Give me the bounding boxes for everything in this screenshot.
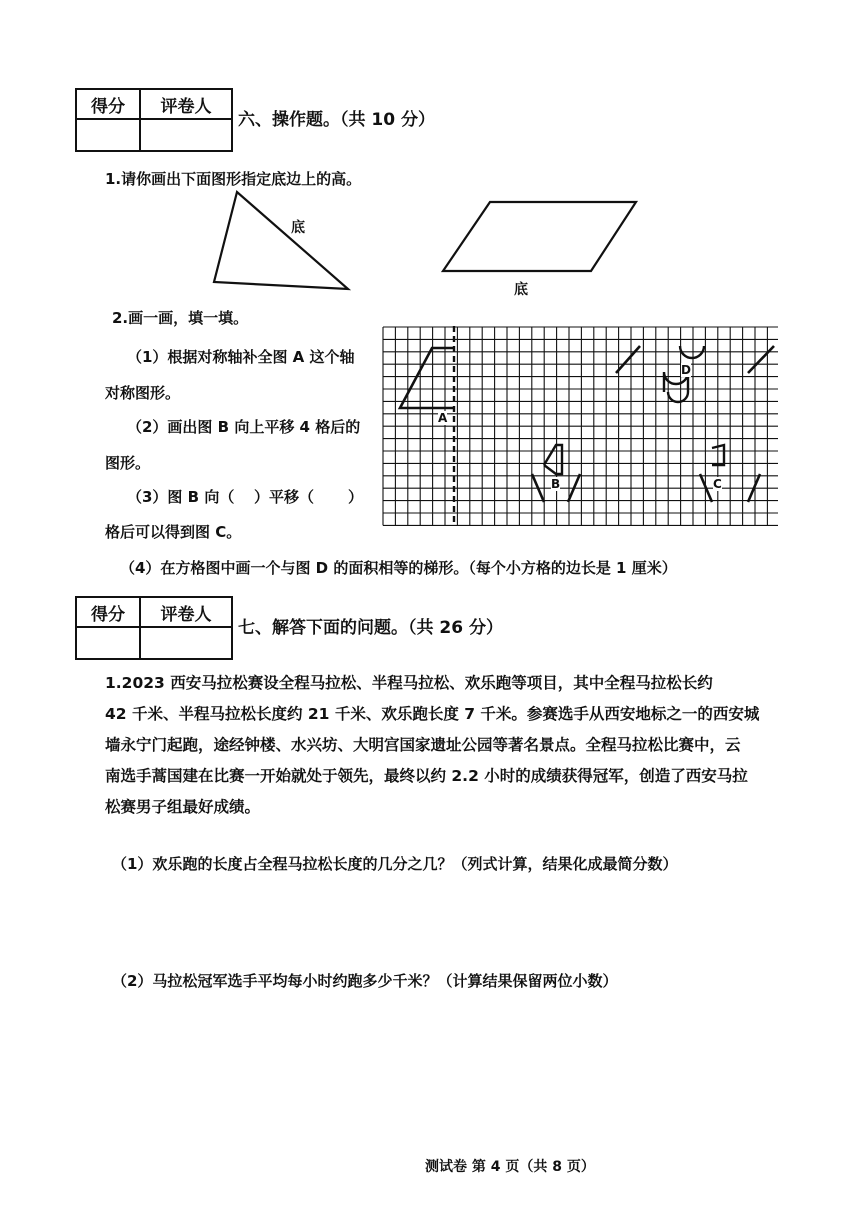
grid-label-d: D (681, 363, 691, 377)
q2-part2-line1: （2）画出图 B 向上平移 4 格后的 (127, 418, 361, 436)
score-cell[interactable] (76, 119, 140, 151)
q2-part3-suffix: ） (348, 488, 364, 506)
parallelogram-figure[interactable] (443, 202, 636, 271)
section7-sub2: （2）马拉松冠军选手平均每小时约跑多少千米？（计算结果保留两位小数） (112, 972, 618, 990)
grader-cell[interactable] (140, 119, 232, 151)
q2-part3-prefix: （3）图 B 向（ (127, 488, 235, 506)
score-header: 得分 (76, 597, 140, 627)
paragraph-line: 南选手蒿国建在比赛一开始就处于领先，最终以约 2.2 小时的成绩获得冠军，创造了西安马拉 (105, 767, 748, 785)
q2-part3-line2: 格后可以得到图 C。 (105, 523, 242, 541)
grader-cell[interactable] (140, 627, 232, 659)
score-table-section7 (75, 596, 233, 660)
score-header: 得分 (76, 89, 140, 119)
grader-header: 评卷人 (140, 89, 232, 119)
page-footer: 测试卷 第 4 页（共 8 页） (425, 1159, 595, 1175)
parallelogram-base-label: 底 (514, 282, 528, 298)
triangle-base-label: 底 (291, 220, 305, 236)
section7-q1-paragraph (105, 668, 759, 823)
paragraph-line: 1.2023 西安马拉松赛设全程马拉松、半程马拉松、欢乐跑等项目，其中全程马拉松长约 (105, 674, 713, 692)
square-grid[interactable] (382, 326, 778, 526)
grid-label-c: C (713, 477, 722, 491)
sub1-answer-area[interactable] (105, 880, 785, 960)
grader-header: 评卷人 (140, 597, 232, 627)
grid-label-a: A (438, 411, 448, 425)
diagonal-segment-2[interactable] (748, 346, 774, 373)
q2-part1-line2: 对称图形。 (105, 384, 181, 402)
diagonal-segment-1[interactable] (616, 346, 640, 373)
section7-title: 七、解答下面的问题。（共 26 分） (238, 618, 503, 638)
q2-part3-middle: ）平移（ (254, 488, 315, 506)
section6-title: 六、操作题。（共 10 分） (238, 110, 435, 130)
section7-sub1: （1）欢乐跑的长度占全程马拉松长度的几分之几？（列式计算，结果化成最简分数） (112, 855, 678, 873)
figure-d-bottom-arc[interactable] (668, 392, 688, 402)
sub2-answer-area[interactable] (105, 1000, 785, 1140)
paragraph-line: 墙永宁门起跑，途经钟楼、水兴坊、大明宫国家遗址公园等著名景点。全程马拉松比赛中，云 (105, 736, 741, 754)
figure-b[interactable] (544, 445, 562, 474)
q2-part1-line1: （1）根据对称轴补全图 A 这个轴 (127, 348, 355, 366)
grid-label-b: B (551, 477, 561, 491)
paragraph-line: 42 千米、半程马拉松长度约 21 千米、欢乐跑长度 7 千米。参赛选手从西安地标之一的西安城 (105, 705, 760, 723)
section6-q2-title: 2.画一画，填一填。 (112, 309, 249, 327)
section6-q1-text: 1.请你画出下面图形指定底边上的高。 (105, 170, 362, 188)
triangle-figure[interactable] (214, 192, 348, 289)
paragraph-line: 松赛男子组最好成绩。 (105, 798, 261, 816)
q1-figures (200, 185, 660, 300)
score-table-section6 (75, 88, 233, 152)
q2-part2-line2: 图形。 (105, 454, 151, 472)
score-cell[interactable] (76, 627, 140, 659)
q2-part4: （4）在方格图中画一个与图 D 的面积相等的梯形。（每个小方格的边长是 1 厘米） (120, 559, 677, 577)
